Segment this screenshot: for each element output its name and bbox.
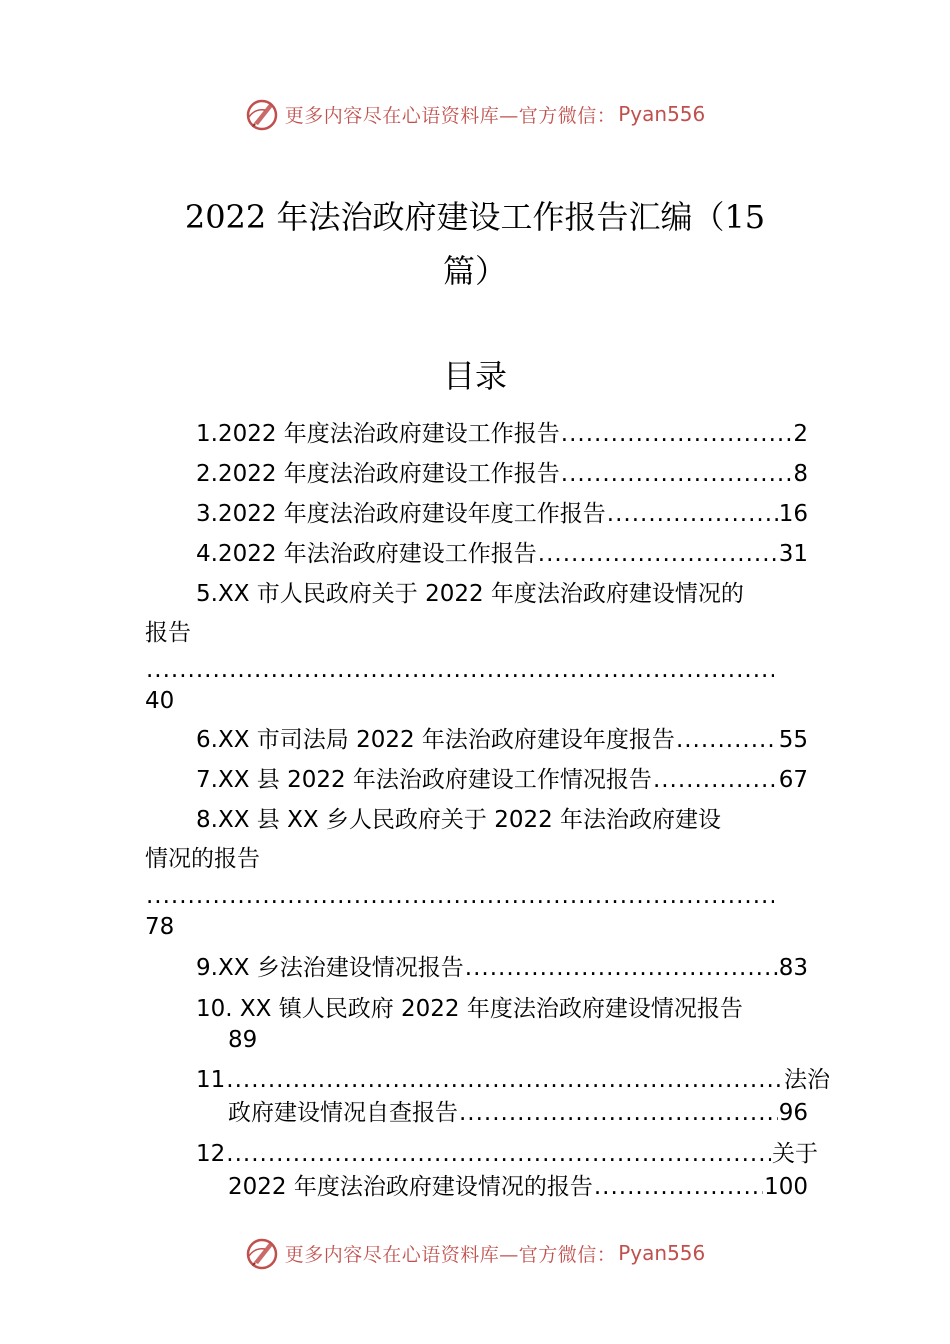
toc-entry-page: 8: [793, 461, 808, 487]
toc-leader-dots: [561, 416, 793, 452]
toc-entry-label: 7.XX 县 2022 年法治政府建设工作情况报告: [196, 767, 652, 793]
toc-entry-label: 1.2022 年度法治政府建设工作报告: [196, 421, 560, 447]
document-title: [150, 190, 800, 298]
toc-entry-page: 67: [778, 767, 808, 793]
toc-entry-page: 83: [778, 955, 808, 981]
toc-entry-1[interactable]: [196, 416, 808, 452]
watermark-account: Pyan556: [618, 102, 706, 126]
toc-leader-dots: [594, 1169, 763, 1205]
toc-leader-dots: [607, 496, 778, 532]
watermark-brand-text: 更多内容尽在心语资料库—官方微信：: [284, 1243, 617, 1266]
toc-entry-label: 3.2022 年度法治政府建设年度工作报告: [196, 501, 606, 527]
toc-entry-8-line-1[interactable]: 8.XX 县 XX 乡人民政府关于 2022 年法治政府建设: [196, 807, 722, 833]
quill-pen-logo-icon: [245, 1236, 279, 1270]
toc-entry-page: 2: [793, 421, 808, 447]
toc-entry-4[interactable]: [196, 536, 808, 572]
toc-entry-3[interactable]: [196, 496, 808, 532]
toc-entry-number: 11: [196, 1067, 226, 1093]
toc-entry-5-page[interactable]: 40: [145, 688, 175, 714]
toc-entry-10-page[interactable]: 89: [228, 1027, 258, 1053]
toc-heading: 目录: [442, 357, 507, 395]
toc-entry-5-leader: [145, 652, 775, 688]
watermark-header: [0, 94, 950, 134]
toc-leader-dots: [146, 878, 774, 914]
toc-entry-7[interactable]: [196, 762, 808, 798]
toc-entry-10-label[interactable]: 10. XX 镇人民政府 2022 年度法治政府建设情况报告: [196, 996, 743, 1022]
title-line-2: 篇）: [442, 252, 507, 290]
toc-leader-dots: [226, 1062, 783, 1098]
watermark-account: Pyan556: [618, 1241, 706, 1265]
watermark-footer: [0, 1233, 950, 1273]
toc-entry-11-line-1[interactable]: [196, 1062, 830, 1098]
toc-entry-label-tail: 法治: [784, 1067, 830, 1093]
toc-leader-dots: [146, 652, 774, 688]
toc-leader-dots: [538, 536, 778, 572]
toc-entry-label: 2.2022 年度法治政府建设工作报告: [196, 461, 560, 487]
toc-leader-dots: [653, 762, 778, 798]
toc-entry-8-page[interactable]: 78: [145, 914, 175, 940]
toc-entry-12-line-1[interactable]: [196, 1136, 818, 1172]
toc-entry-5-line-2[interactable]: 报告: [145, 620, 191, 646]
toc-entry-9[interactable]: [196, 950, 808, 986]
toc-leader-dots: [676, 722, 778, 758]
toc-entry-page: 31: [778, 541, 808, 567]
toc-entry-page: 55: [778, 727, 808, 753]
toc-entry-8-leader: [145, 878, 775, 914]
toc-entry-label: 4.2022 年法治政府建设工作报告: [196, 541, 537, 567]
toc-entry-page: 16: [778, 501, 808, 527]
toc-entry-8-line-2[interactable]: 情况的报告: [145, 846, 260, 872]
toc-leader-dots: [459, 1095, 778, 1131]
toc-entry-11-line-2[interactable]: [228, 1095, 808, 1131]
toc-entry-2[interactable]: [196, 456, 808, 492]
toc-leader-dots: [226, 1136, 771, 1172]
toc-entry-number: 12: [196, 1141, 226, 1167]
toc-entry-label: 政府建设情况自查报告: [228, 1100, 458, 1126]
toc-leader-dots: [561, 456, 793, 492]
toc-entry-page: 96: [778, 1100, 808, 1126]
quill-pen-logo-icon: [245, 97, 279, 131]
toc-entry-label: 9.XX 乡法治建设情况报告: [196, 955, 464, 981]
toc-entry-label: 2022 年度法治政府建设情况的报告: [228, 1174, 593, 1200]
toc-entry-label-tail: 关于: [772, 1141, 818, 1167]
toc-leader-dots: [465, 950, 778, 986]
toc-entry-12-line-2[interactable]: [228, 1169, 808, 1205]
title-line-1: 2022 年法治政府建设工作报告汇编（15: [184, 198, 766, 236]
watermark-brand-text: 更多内容尽在心语资料库—官方微信：: [284, 104, 617, 127]
toc-entry-5-line-1[interactable]: 5.XX 市人民政府关于 2022 年度法治政府建设情况的: [196, 581, 744, 607]
toc-entry-page: 100: [764, 1174, 808, 1200]
toc-entry-6[interactable]: [196, 722, 808, 758]
toc-entry-label: 6.XX 市司法局 2022 年法治政府建设年度报告: [196, 727, 675, 753]
